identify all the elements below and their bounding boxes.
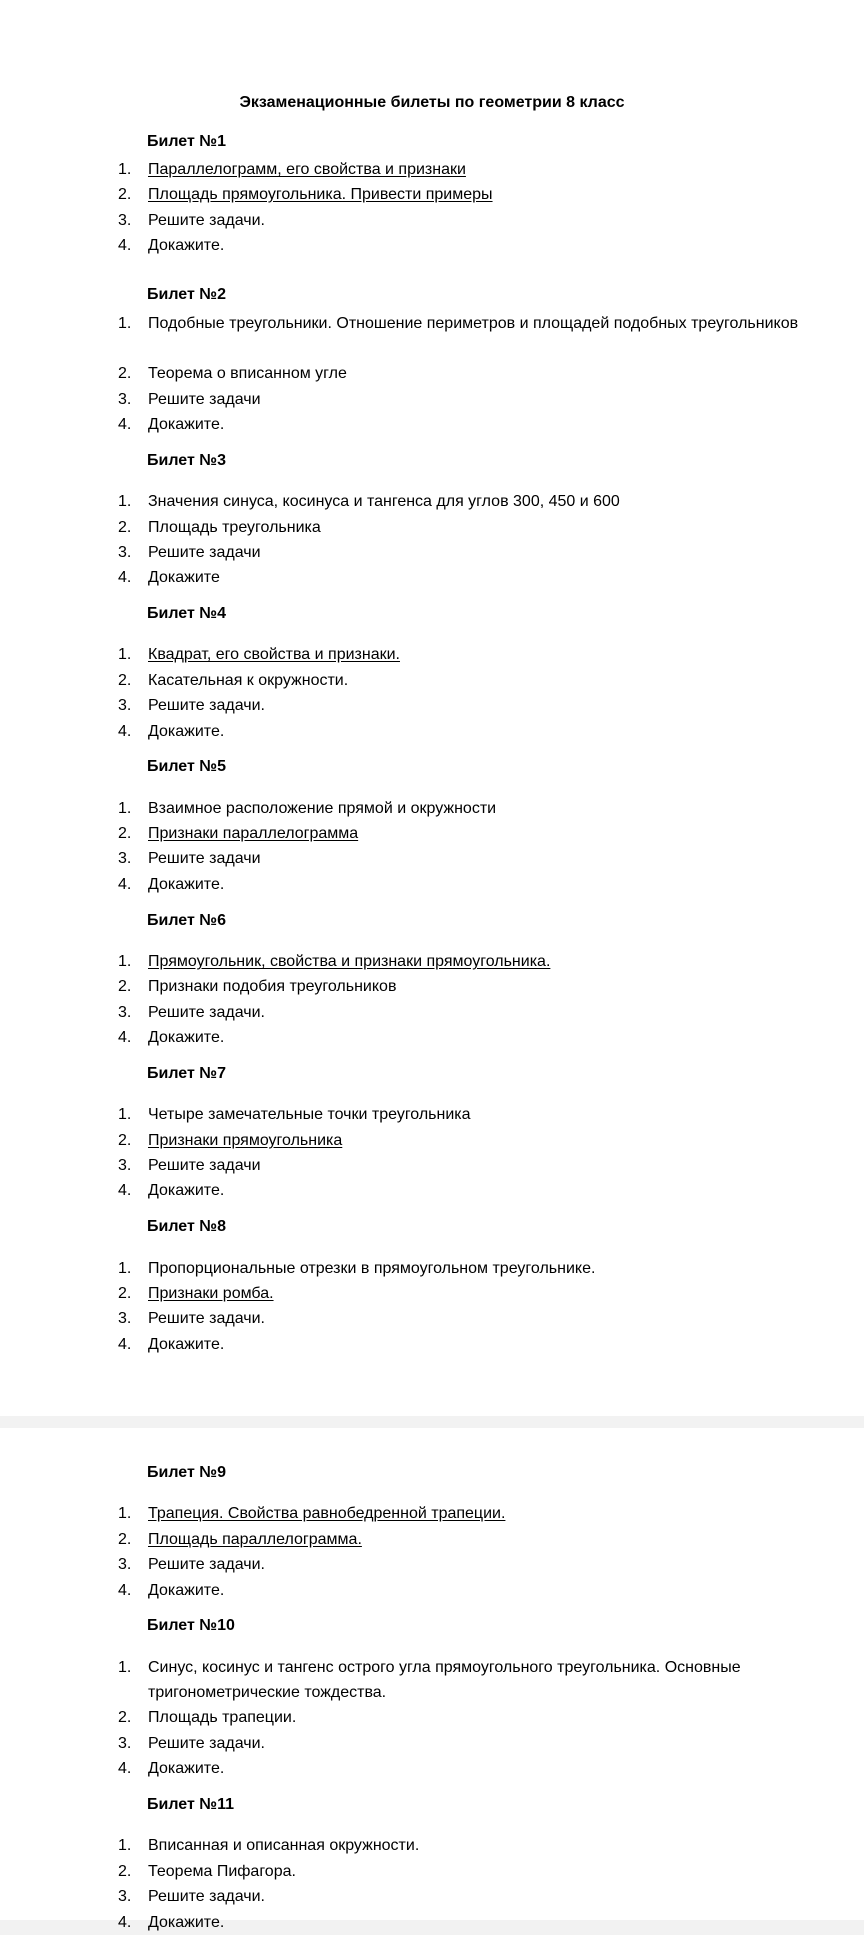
item-number: 3. bbox=[118, 212, 132, 229]
item-number: 1. bbox=[118, 953, 132, 970]
item-number: 4. bbox=[118, 416, 132, 433]
item-text: Решите задачи. bbox=[148, 1888, 265, 1905]
item-number: 2. bbox=[118, 519, 132, 536]
item-number: 1. bbox=[118, 315, 132, 332]
item-text: Прямоугольник, свойства и признаки прямоугольника. bbox=[148, 953, 551, 970]
item-text: Решите задачи. bbox=[148, 1735, 265, 1752]
ticket-heading-6: Билет №6 bbox=[147, 912, 226, 929]
item-number: 2. bbox=[118, 1709, 132, 1726]
item-number: 3. bbox=[118, 1004, 132, 1021]
item-number: 2. bbox=[118, 978, 132, 995]
item-text: Решите задачи. bbox=[148, 697, 265, 714]
item-text: Теорема о вписанном угле bbox=[148, 365, 347, 382]
item-text: Докажите. bbox=[148, 1582, 225, 1599]
item-number: 4. bbox=[118, 237, 132, 254]
ticket-heading-11: Билет №11 bbox=[147, 1796, 235, 1813]
item-number: 2. bbox=[118, 1531, 132, 1548]
item-text: Площадь параллелограмма. bbox=[148, 1531, 362, 1548]
item-text: Докажите. bbox=[148, 1914, 225, 1931]
item-number: 3. bbox=[118, 1157, 132, 1174]
item-text: Докажите. bbox=[148, 723, 225, 740]
document-page-2 bbox=[0, 1428, 864, 1931]
item-text: Квадрат, его свойства и признаки. bbox=[148, 646, 400, 663]
ticket-heading-2: Билет №2 bbox=[147, 286, 226, 303]
item-text: Признаки ромба. bbox=[148, 1285, 274, 1302]
item-number: 3. bbox=[118, 544, 132, 561]
item-number: 2. bbox=[118, 1863, 132, 1880]
item-number: 2. bbox=[118, 186, 132, 203]
item-text: Трапеция. Свойства равнобедренной трапеции. bbox=[148, 1505, 506, 1522]
item-number: 1. bbox=[118, 1260, 132, 1277]
item-number: 4. bbox=[118, 569, 132, 586]
item-text: Решите задачи. bbox=[148, 212, 265, 229]
item-number: 1. bbox=[118, 1106, 132, 1123]
item-number: 4. bbox=[118, 1914, 132, 1931]
item-number: 3. bbox=[118, 850, 132, 867]
item-number: 4. bbox=[118, 723, 132, 740]
item-text: Касательная к окружности. bbox=[148, 672, 349, 689]
item-text: Докажите. bbox=[148, 416, 225, 433]
item-text: Докажите. bbox=[148, 876, 225, 893]
item-number: 3. bbox=[118, 1310, 132, 1327]
item-text: Решите задачи bbox=[148, 1157, 261, 1174]
ticket-heading-5: Билет №5 bbox=[147, 758, 226, 775]
item-text: Докажите bbox=[148, 569, 220, 586]
item-text: Площадь треугольника bbox=[148, 519, 321, 536]
item-number: 2. bbox=[118, 1285, 132, 1302]
item-text: Докажите. bbox=[148, 1760, 225, 1777]
item-text: Синус, косинус и тангенс острого угла прямоугольного треугольника. Основные тригонометрические тождества. bbox=[148, 1659, 741, 1701]
ticket-heading-3: Билет №3 bbox=[147, 452, 226, 469]
item-number: 4. bbox=[118, 876, 132, 893]
item-number: 2. bbox=[118, 1132, 132, 1149]
item-text: Площадь трапеции. bbox=[148, 1709, 297, 1726]
document-title: Экзаменационные билеты по геометрии 8 класс bbox=[239, 94, 625, 111]
item-number: 3. bbox=[118, 697, 132, 714]
ticket-heading-8: Билет №8 bbox=[147, 1218, 226, 1235]
item-number: 4. bbox=[118, 1336, 132, 1353]
ticket-heading-4: Билет №4 bbox=[147, 605, 226, 622]
item-number: 1. bbox=[118, 800, 132, 817]
item-number: 2. bbox=[118, 365, 132, 382]
item-text: Вписанная и описанная окружности. bbox=[148, 1837, 420, 1854]
ticket-heading-1: Билет №1 bbox=[147, 133, 226, 150]
item-number: 1. bbox=[118, 1505, 132, 1522]
item-number: 1. bbox=[118, 1659, 132, 1676]
ticket-heading-9: Билет №9 bbox=[147, 1464, 226, 1481]
item-text: Признаки параллелограмма bbox=[148, 825, 359, 842]
item-text: Решите задачи bbox=[148, 544, 261, 561]
item-number: 4. bbox=[118, 1760, 132, 1777]
item-number: 1. bbox=[118, 493, 132, 510]
item-text: Решите задачи. bbox=[148, 1556, 265, 1573]
item-text: Признаки подобия треугольников bbox=[148, 978, 397, 995]
item-number: 1. bbox=[118, 1837, 132, 1854]
item-text: Докажите. bbox=[148, 1182, 225, 1199]
item-number: 1. bbox=[118, 161, 132, 178]
item-text: Пропорциональные отрезки в прямоугольном треугольнике. bbox=[148, 1260, 596, 1277]
item-number: 3. bbox=[118, 1735, 132, 1752]
item-number: 3. bbox=[118, 1556, 132, 1573]
item-text: Решите задачи bbox=[148, 391, 261, 408]
item-text: Теорема Пифагора. bbox=[148, 1863, 296, 1880]
item-text: Решите задачи. bbox=[148, 1004, 265, 1021]
item-text: Значения синуса, косинуса и тангенса для углов 300, 450 и 600 bbox=[148, 493, 620, 510]
item-text: Докажите. bbox=[148, 1336, 225, 1353]
item-text: Докажите. bbox=[148, 1029, 225, 1046]
item-text: Четыре замечательные точки треугольника bbox=[148, 1106, 471, 1123]
item-number: 3. bbox=[118, 391, 132, 408]
item-number: 3. bbox=[118, 1888, 132, 1905]
item-number: 2. bbox=[118, 825, 132, 842]
item-text: Решите задачи bbox=[148, 850, 261, 867]
item-text: Параллелограмм, его свойства и признаки bbox=[148, 161, 466, 178]
item-text: Подобные треугольники. Отношение периметров и площадей подобных треугольников bbox=[148, 315, 799, 332]
item-text: Взаимное расположение прямой и окружности bbox=[148, 800, 497, 817]
item-number: 2. bbox=[118, 672, 132, 689]
ticket-heading-7: Билет №7 bbox=[147, 1065, 226, 1082]
item-number: 4. bbox=[118, 1582, 132, 1599]
item-number: 4. bbox=[118, 1029, 132, 1046]
item-text: Признаки прямоугольника bbox=[148, 1132, 343, 1149]
item-number: 1. bbox=[118, 646, 132, 663]
item-text: Докажите. bbox=[148, 237, 225, 254]
item-text: Решите задачи. bbox=[148, 1310, 265, 1327]
item-text: Площадь прямоугольника. Привести примеры bbox=[148, 186, 493, 203]
ticket-heading-10: Билет №10 bbox=[147, 1617, 235, 1634]
item-number: 4. bbox=[118, 1182, 132, 1199]
